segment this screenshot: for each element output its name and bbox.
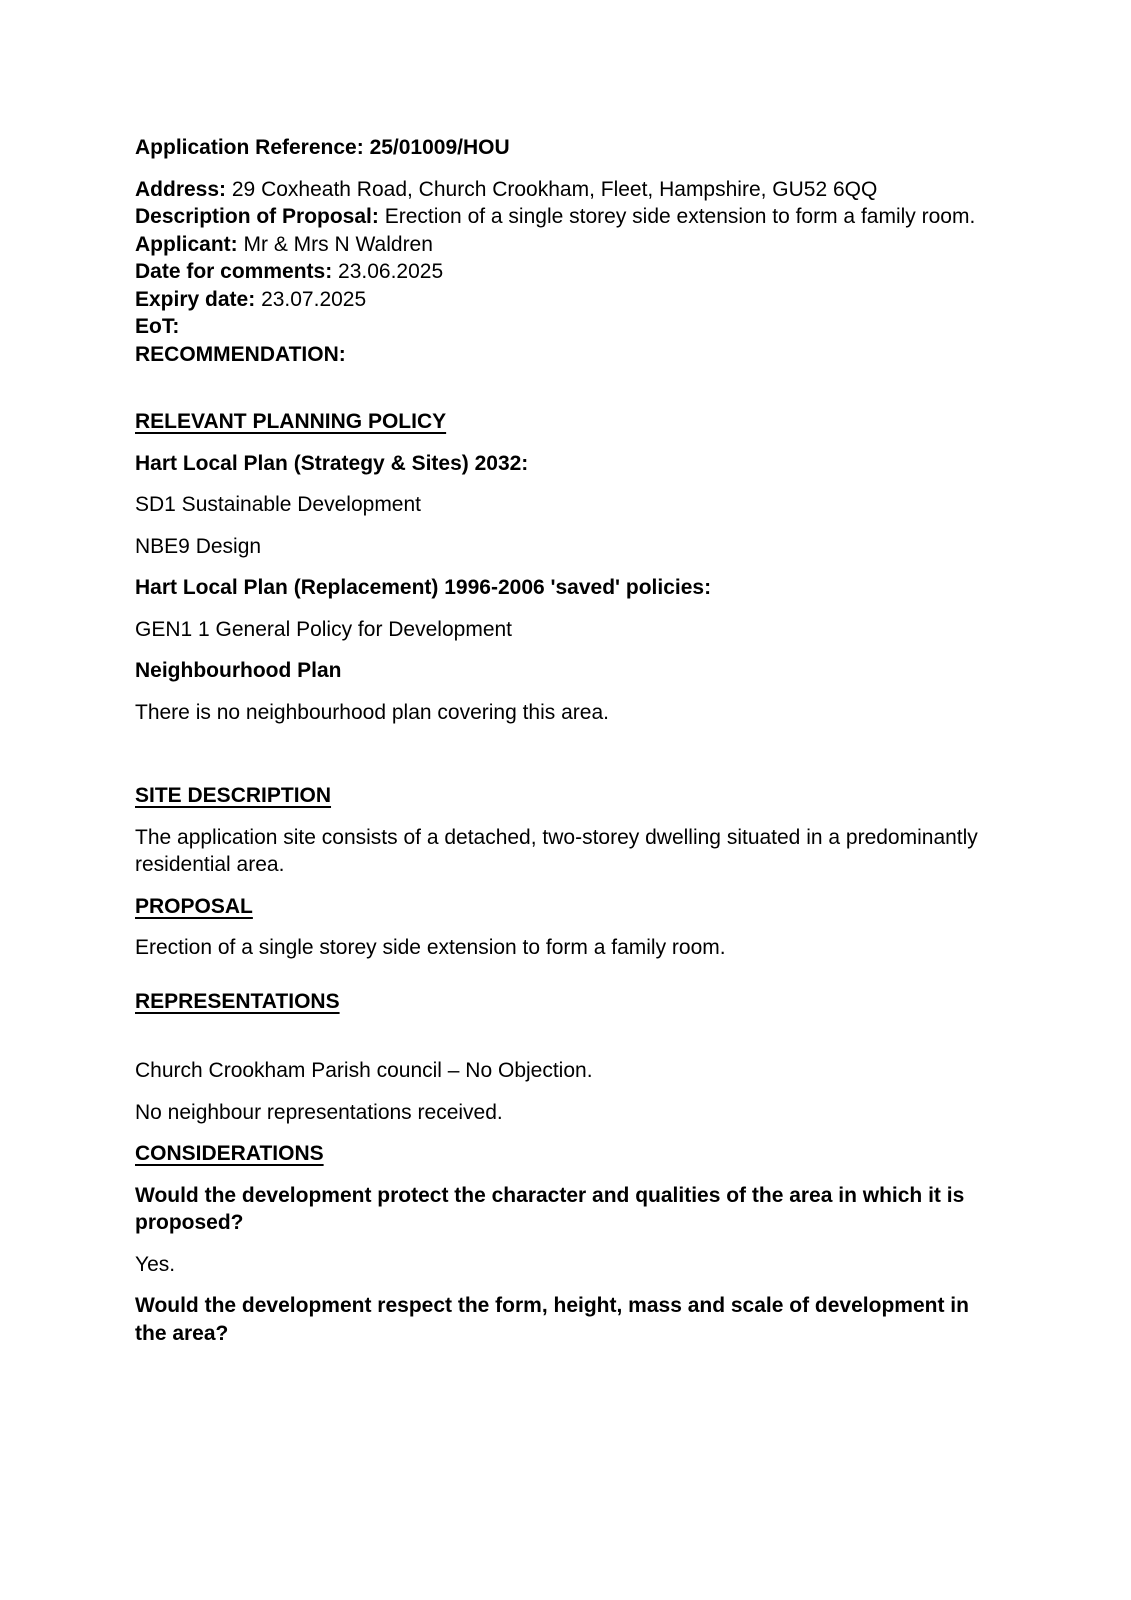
section-heading-considerations xyxy=(135,1140,986,1168)
subheading-neighbourhood-plan: Neighbourhood Plan xyxy=(135,659,342,682)
consideration-question-form: Would the development respect the form, height, mass and scale of development in the area? xyxy=(135,1294,969,1345)
section-heading-proposal xyxy=(135,893,986,921)
consideration-answer-character: Yes. xyxy=(135,1252,176,1276)
field-recommendation xyxy=(135,341,986,369)
section-heading-relevant-planning-policy xyxy=(135,408,986,436)
representations-title: REPRESENTATIONS xyxy=(135,989,340,1013)
field-date-for-comments xyxy=(135,258,986,286)
application-reference-line xyxy=(135,134,986,162)
field-date-for-comments-label: Date for comments: xyxy=(135,260,333,283)
application-reference-value: 25/01009/HOU xyxy=(369,136,510,159)
application-reference-label: Application Reference: xyxy=(135,136,364,159)
field-address xyxy=(135,176,986,204)
policy-sd1: SD1 Sustainable Development xyxy=(135,493,422,516)
field-expiry-date xyxy=(135,286,986,314)
proposal-title: PROPOSAL xyxy=(135,894,253,918)
representation-neighbours: No neighbour representations received. xyxy=(135,1100,503,1124)
field-applicant xyxy=(135,231,986,259)
policy-nbe9: NBE9 Design xyxy=(135,534,262,558)
field-description-label: Description of Proposal: xyxy=(135,205,379,228)
relevant-planning-policy-title: RELEVANT PLANNING POLICY xyxy=(135,410,447,433)
policy-gen1: GEN1 1 General Policy for Development xyxy=(135,617,513,641)
neighbourhood-plan-note: There is no neighbourhood plan covering this area. xyxy=(135,700,609,724)
field-expiry-date-label: Expiry date: xyxy=(135,287,256,311)
field-recommendation-label: RECOMMENDATION: xyxy=(135,342,346,366)
field-address-label: Address: xyxy=(135,177,227,201)
subheading-hart-local-plan-replacement: Hart Local Plan (Replacement) 1996-2006 'saved' policies: xyxy=(135,576,712,599)
section-heading-representations xyxy=(135,988,986,1016)
field-eot-label: EoT: xyxy=(135,315,180,338)
subheading-hart-local-plan-strategy: Hart Local Plan (Strategy & Sites) 2032: xyxy=(135,451,529,475)
field-description-value: Erection of a single storey side extension to form a family room. xyxy=(384,205,976,228)
site-description-title: SITE DESCRIPTION xyxy=(135,784,332,807)
field-description-of-proposal xyxy=(135,203,986,231)
site-description-body: The application site consists of a detached, two-storey dwelling situated in a predominantly residential area. xyxy=(135,825,978,876)
considerations-title: CONSIDERATIONS xyxy=(135,1142,324,1165)
representation-parish-council: Church Crookham Parish council – No Objection. xyxy=(135,1059,593,1082)
field-address-value: 29 Coxheath Road, Church Crookham, Fleet, Hampshire, GU52 6QQ xyxy=(231,177,878,201)
proposal-body: Erection of a single storey side extension to form a family room. xyxy=(135,936,726,959)
field-applicant-label: Applicant: xyxy=(135,232,238,256)
consideration-question-character: Would the development protect the character and qualities of the area in which it is proposed? xyxy=(135,1183,965,1234)
field-date-for-comments-value: 23.06.2025 xyxy=(338,260,444,283)
field-expiry-date-value: 23.07.2025 xyxy=(261,287,367,311)
field-eot xyxy=(135,313,986,341)
field-applicant-value: Mr & Mrs N Waldren xyxy=(243,232,433,256)
application-meta-block xyxy=(135,176,986,369)
section-heading-site-description xyxy=(135,782,986,810)
